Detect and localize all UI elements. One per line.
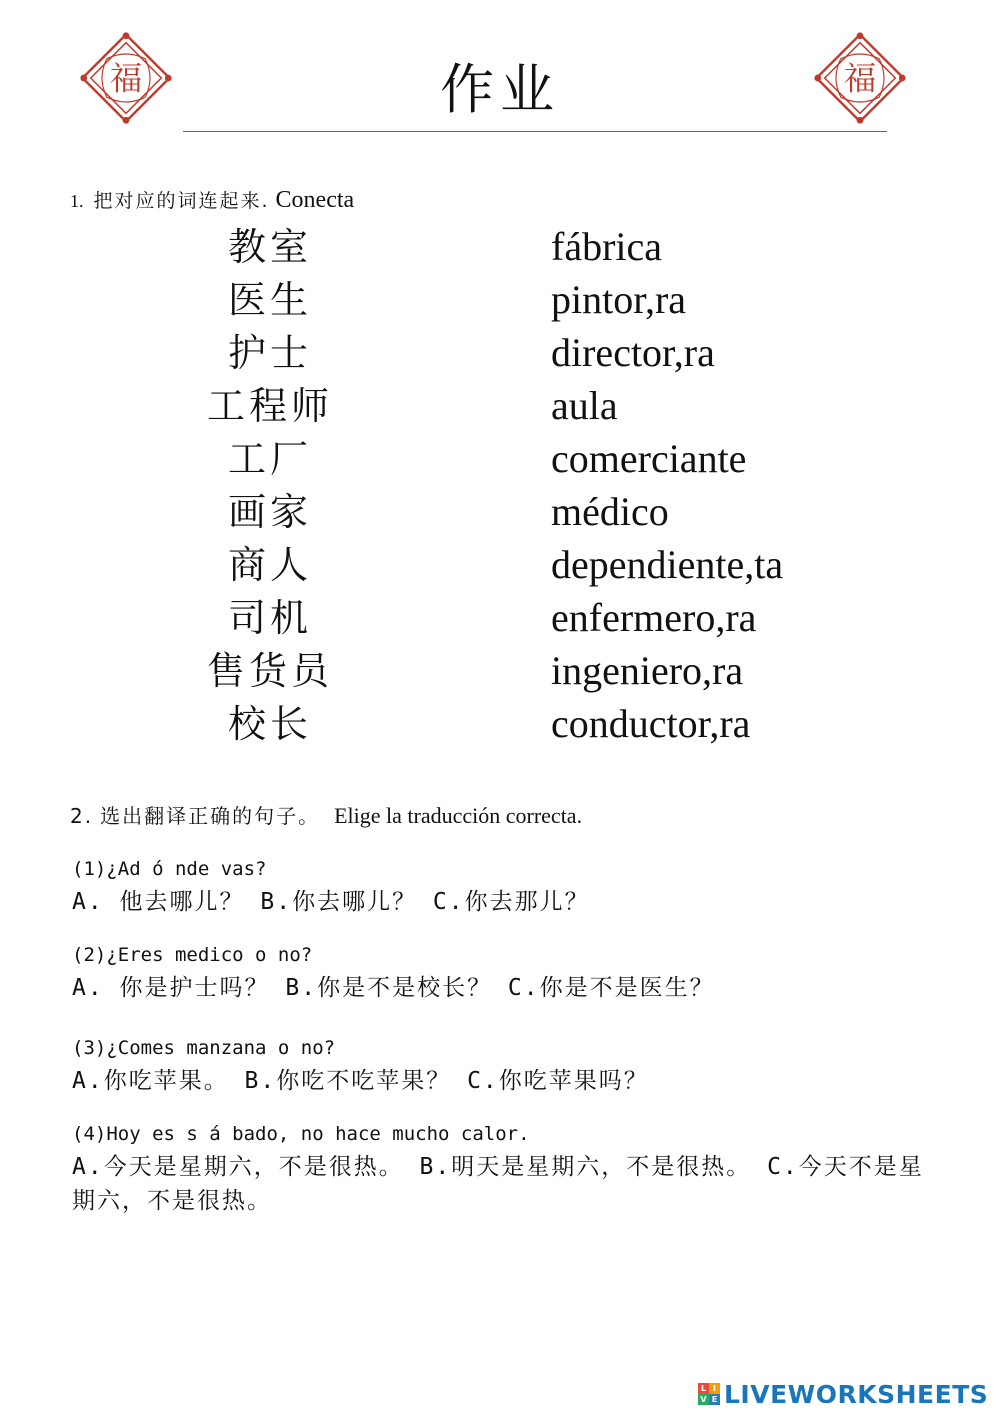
chinese-word[interactable]: 售货员 [206,649,333,693]
spanish-word[interactable]: fábrica [551,224,663,269]
chinese-word[interactable]: 教室 [227,225,312,269]
chinese-word[interactable]: 校长 [227,702,312,746]
question-2 [72,941,932,1005]
q1-instruction-cn: 把对应的词连起来. [93,190,270,212]
brand-name: LIVEWORKSHEETS [724,1379,989,1409]
q2-instruction-cn: 选出翻译正确的句子。 [100,804,321,828]
answer-options[interactable]: A. 他去哪儿？ B.你去哪儿？ C.你去那儿？ [72,889,590,915]
question-prompt: (3)¿Comes manzana o no? [72,1037,336,1059]
question-prompt: (2)¿Eres medico o no? [72,944,313,966]
chinese-word[interactable]: 护士 [227,331,312,375]
question-prompt: (1)¿Ad ó nde vas? [72,858,267,880]
chinese-word[interactable]: 医生 [227,278,312,322]
spanish-word[interactable]: médico [551,489,669,534]
spanish-word[interactable]: aula [551,383,618,428]
spanish-word[interactable]: enfermero,ra [551,595,757,640]
chinese-word[interactable]: 商人 [227,543,312,587]
match-row [0,593,1000,646]
spanish-word[interactable]: director,ra [551,330,715,375]
spanish-word[interactable]: comerciante [551,436,747,481]
spanish-word[interactable]: pintor,ra [551,277,687,322]
chinese-word[interactable]: 画家 [227,490,312,534]
fu-character: 福 [843,59,877,98]
liveworksheets-brand [698,1378,988,1410]
chinese-word[interactable]: 司机 [227,596,312,640]
question-4 [72,1120,932,1218]
match-row [0,646,1000,699]
q2-instruction-es: Elige la traducción correcta. [334,803,583,828]
q2-instruction [70,800,582,833]
question-1 [72,855,932,919]
q1-instruction-es: Conecta [275,187,355,213]
answer-options[interactable]: A. 你是护士吗？ B.你是不是校长？ C.你是不是医生？ [72,975,715,1001]
match-row [0,434,1000,487]
q1-number: 1. [70,191,84,211]
match-row [0,328,1000,381]
match-row [0,381,1000,434]
match-row [0,275,1000,328]
match-row [0,699,1000,752]
spanish-word[interactable]: conductor,ra [551,701,751,746]
match-row [0,487,1000,540]
spanish-word[interactable]: ingeniero,ra [551,648,744,693]
chinese-word[interactable]: 工厂 [227,437,312,481]
chinese-word[interactable]: 工程师 [206,384,333,428]
match-row [0,222,1000,275]
spanish-word[interactable]: dependiente,ta [551,542,784,587]
answer-options[interactable]: A.今天是星期六，不是很热。 B.明天是星期六，不是很热。 C.今天不是星期六，不是很热。 [72,1154,924,1214]
q1-instruction [70,184,354,217]
answer-options[interactable]: A.你吃苹果。 B.你吃不吃苹果？ C.你吃苹果吗？ [72,1068,649,1094]
q2-number: 2. [70,804,94,828]
question-3 [72,1034,932,1098]
liveworksheets-logo-icon: L I V E [698,1383,720,1405]
fu-character: 福 [109,59,143,98]
title-underline [183,131,887,132]
question-prompt: (4)Hoy es s á bado, no hace mucho calor. [72,1123,530,1145]
page-title: 作业 [440,58,560,121]
match-row [0,540,1000,593]
